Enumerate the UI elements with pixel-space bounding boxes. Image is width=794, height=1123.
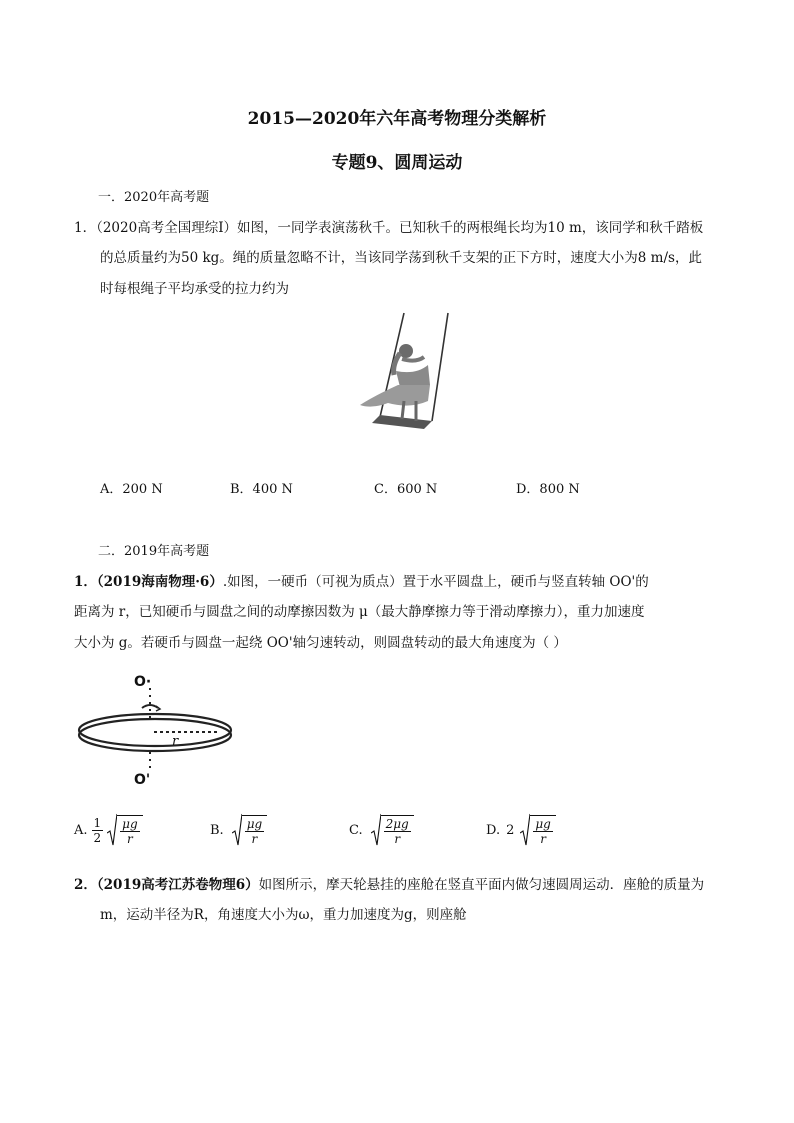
page-subtitle: 专题9、圆周运动 [331,153,463,173]
coefficient: 2 [506,822,515,838]
question-1-2019-line-2: 距离为 r，已知硬币与圆盘之间的动摩擦因数为 μ（最大静摩擦力等于滑动摩擦力），重力加速度 [74,604,645,620]
question-1-2019-line-3: 大小为 g。若硬币与圆盘一起绕 OO'轴匀速转动，则圆盘转动的最大角速度为（ ） [74,635,567,651]
question-1-2020-line-2: 的总质量约为50 kg。绳的质量忽略不计，当该同学荡到秋千支架的正下方时，速度大小为8 m/s，此 [100,250,702,266]
question-1-2020-line-3: 时每根绳子平均承受的拉力约为 [100,281,289,297]
section-heading-2020: 一．2020年高考题 [98,190,210,205]
sqrt-expression: $\frac{\mu g}{r}$ [520,813,555,847]
question-text: （2020高考全国理综Ⅰ）如图，一同学表演荡秋千。已知秋千的两根绳长均为10 m，该同学和秋千踏板 [96,220,704,236]
option-label: C. [349,822,363,838]
question-number: 2． [74,877,97,893]
option-label: D. [486,822,501,838]
option-label: B. [210,822,224,838]
option-label: A. [74,822,88,838]
option-c-2020: C．600 N [374,482,438,497]
page-title: 2015—2020年六年高考物理分类解析 [247,109,547,129]
option-b-2019 [210,813,267,847]
question-text: 如图所示，摩天轮悬挂的座舱在竖直平面内做匀速圆周运动．座舱的质量为 [258,877,705,893]
axis-label-top: O· [134,674,152,690]
sqrt-expression: $\frac{2\mu g}{r}$ [371,813,414,847]
question-number: 1． [74,220,97,236]
coefficient-fraction: $\frac{1}{2}$ [93,815,102,845]
sqrt-expression: $\frac{\mu g}{r}$ [107,813,142,847]
section-heading-2019: 二．2019年高考题 [98,544,210,559]
option-c-2019 [349,813,414,847]
question-source: （2019高考江苏卷物理6） [96,877,259,893]
axis-label-bottom: O' [134,772,151,788]
question-text: .如图，一硬币（可视为质点）置于水平圆盘上，硬币与竖直转轴 OO'的 [222,574,649,590]
radius-label: r [172,734,179,749]
option-d-2020: D．800 N [516,482,580,497]
question-1-2019-line-1 [74,570,649,590]
question-2-2019-line-2: m，运动半径为R，角速度大小为ω，重力加速度为g，则座舱 [100,907,467,923]
question-source: （2019海南物理·6） [96,574,223,590]
disk-figure [72,670,242,800]
option-a-2019 [74,813,143,847]
option-d-2019 [486,813,556,847]
question-number: 1． [74,574,97,590]
option-a-2020: A．200 N [100,482,163,497]
sqrt-expression: $\frac{\mu g}{r}$ [232,813,267,847]
option-b-2020: B．400 N [230,482,293,497]
swing-figure [340,305,470,445]
question-2-2019-line-1 [74,873,704,893]
question-1-2020-line-1 [74,216,703,236]
